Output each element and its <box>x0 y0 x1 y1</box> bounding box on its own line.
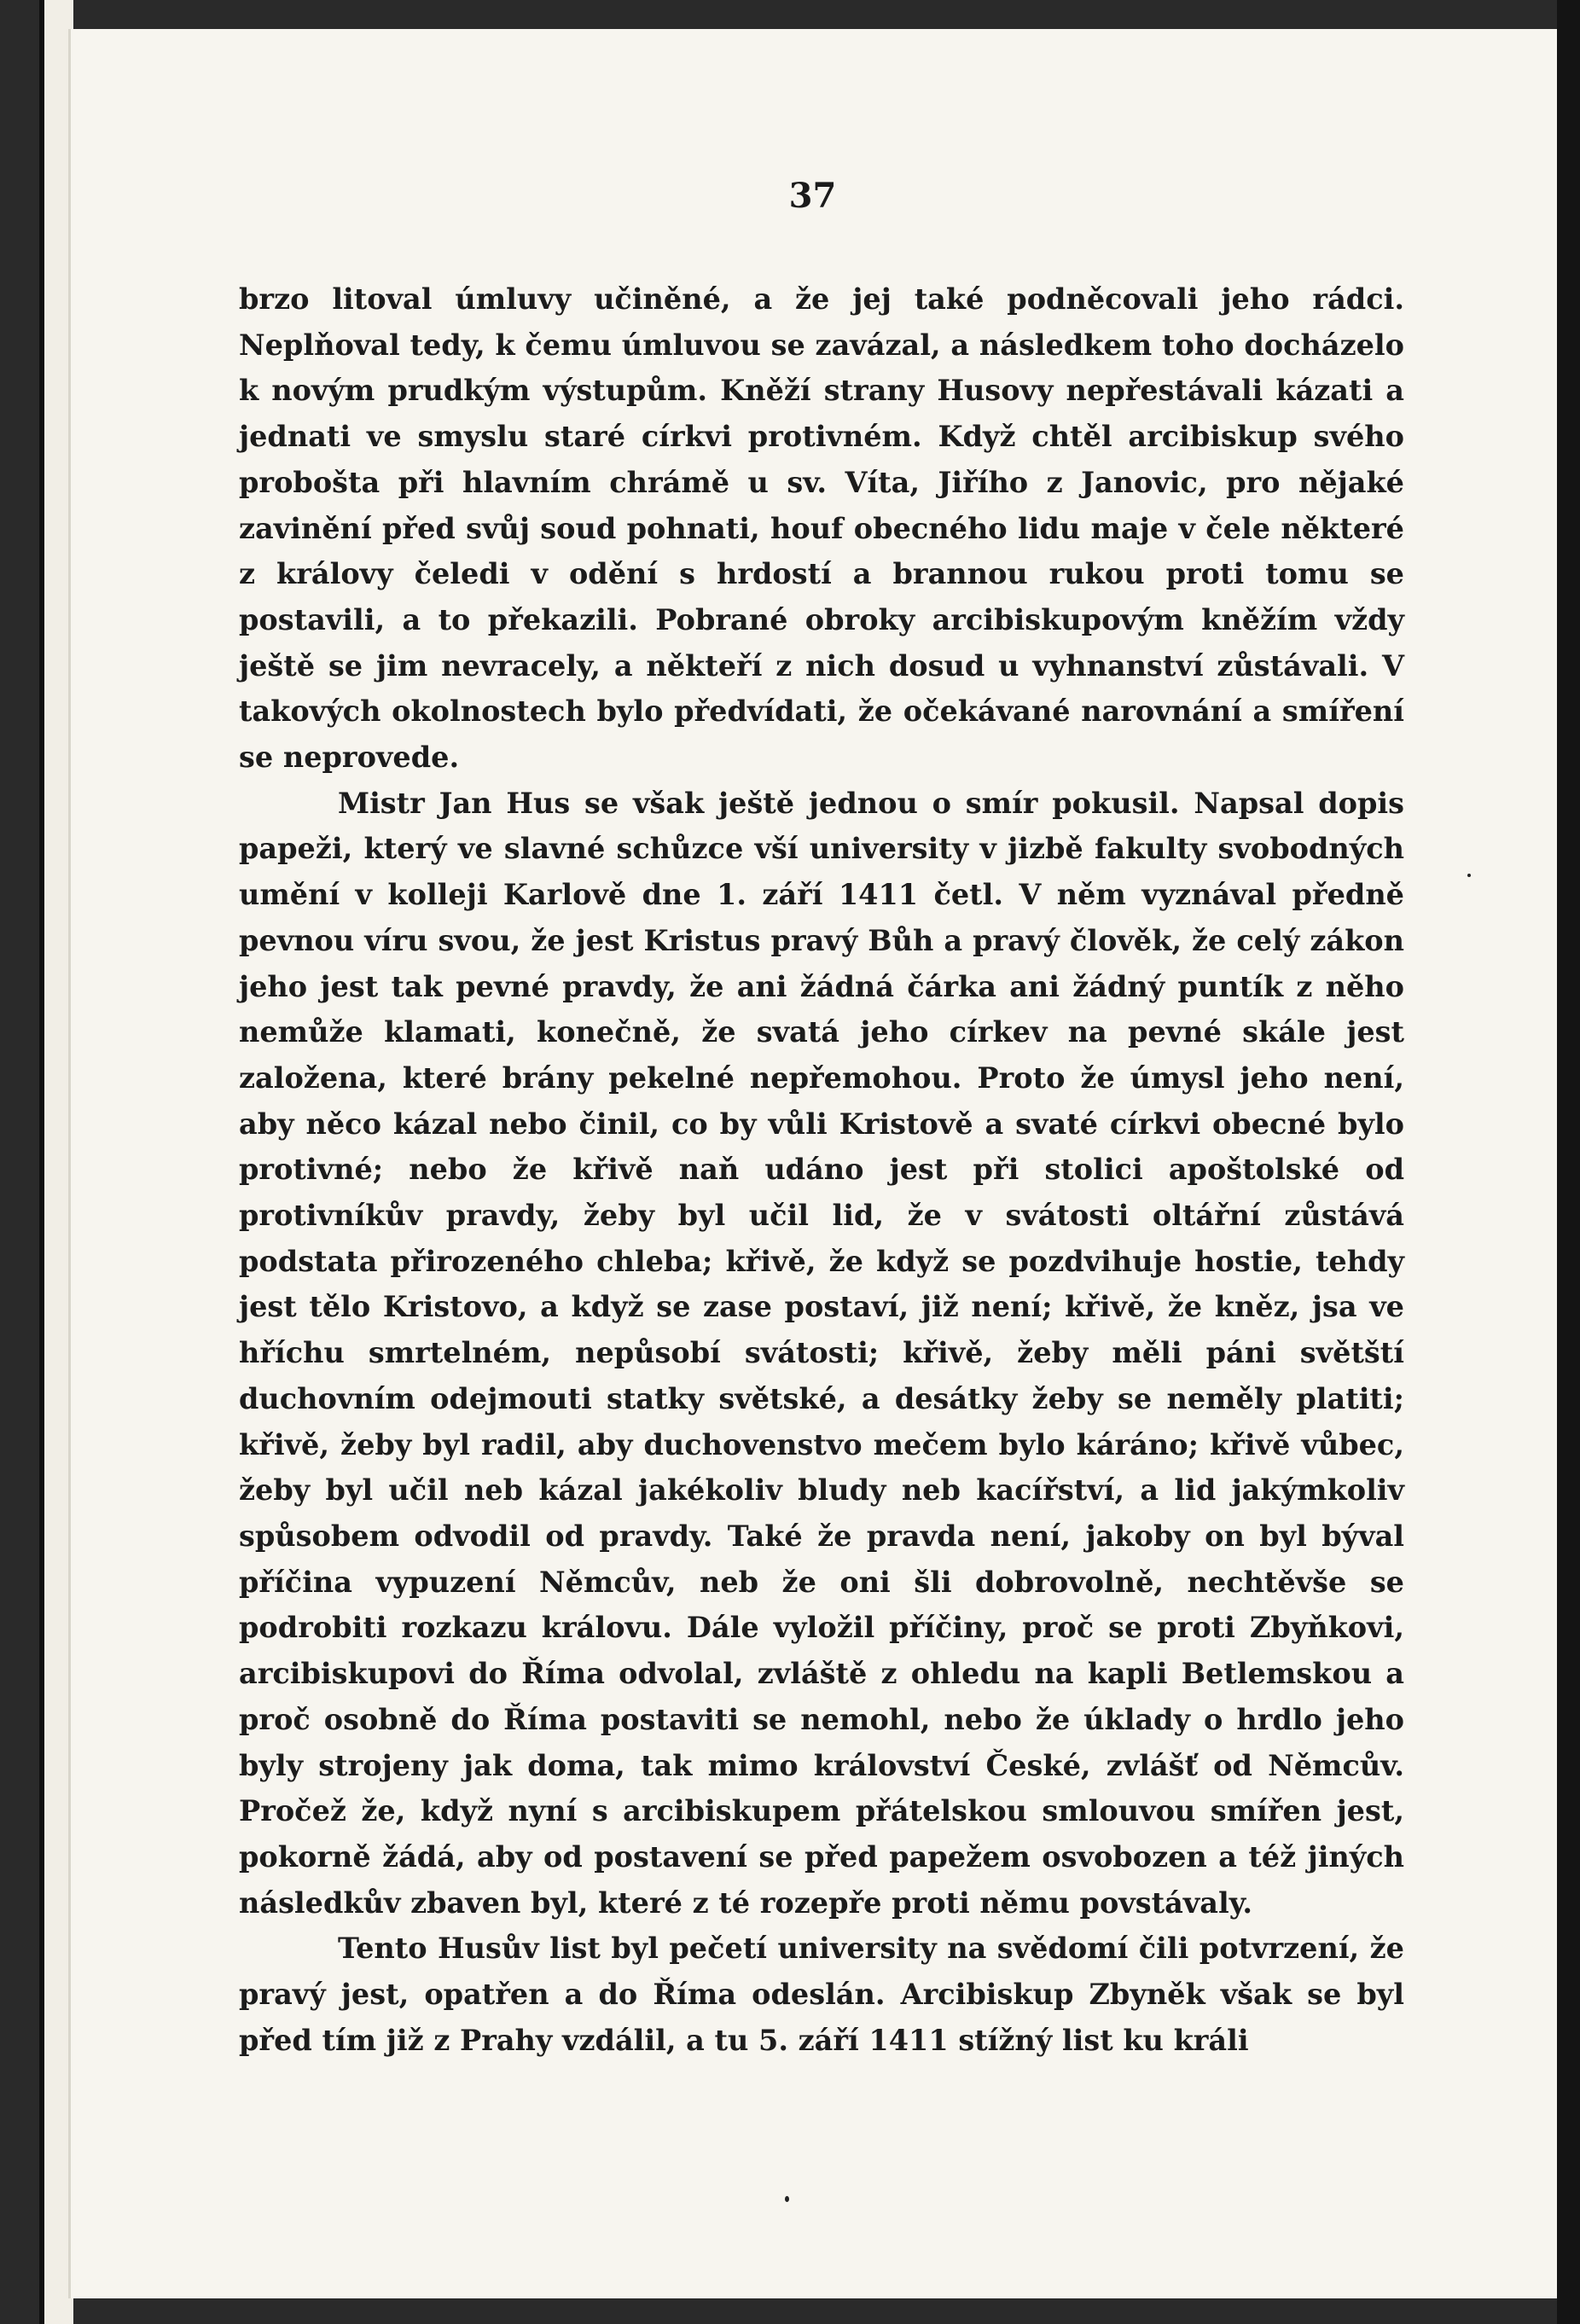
scan-speck <box>1467 874 1471 877</box>
scan-speck <box>785 2196 789 2202</box>
paragraph-1: brzo litoval úmluvy učiněné, a že jej také podněcovali jeho rádci. Neplňoval tedy, k čemu úmluvou se zavázal, a následkem toho docházelo k novým prudkým výstupům. Kněží strany Husovy nepřestávali kázati a jednati ve smyslu staré církvi protivném. Když chtěl arcibiskup svého probošta při hlavním chrámě u sv. Víta, Jiřího z Janovic, pro nějaké zavinění před svůj soud pohnati, houf obecného lidu maje v čele některé z královy čeledi v odění s hrdostí a brannou rukou proti tomu se postavili, a to překazili. Pobrané obroky arcibiskupovým kněžím vždy ještě se jim nevracely, a někteří z nich dosud u vyhnanství zůstávali. V takových okolnostech bylo předvídati, že očekávané narovnání a smíření se neprovede. <box>239 282 1404 775</box>
paragraph-3: Tento Husův list byl pečetí university na svědomí čili potvrzení, že pravý jest, opatřen a do Říma odeslán. Arcibiskup Zbyněk však se byl před tím již z Prahy vzdálil, a tu 5. září 1411 stížný list ku králi <box>239 1932 1404 2057</box>
body-text <box>239 276 1404 2063</box>
book-page <box>68 29 1557 2298</box>
page-number: 37 <box>788 176 837 216</box>
scan-right-edge <box>1557 0 1580 2324</box>
paragraph-2: Mistr Jan Hus se však ještě jednou o smír pokusil. Napsal dopis papeži, který ve slavné schůzce vší university v jizbě fakulty svobodných umění v kolleji Karlově dne 1. září 1411 četl. V něm vyznával předně pevnou víru svou, že jest Kristus pravý Bůh a pravý člověk, že celý zákon jeho jest tak pevné pravdy, že ani žádná čárka ani žádný puntík z něho nemůže klamati, konečně, že svatá jeho církev na pevné skále jest založena, které brány pekelné nepřemohou. Proto že úmysl jeho není, aby něco kázal nebo činil, co by vůli Kristově a svaté církvi obecné bylo protivné; nebo že křivě naň udáno jest při stolici apoštolské od protivníkův pravdy, žeby byl učil lid, že v svátosti oltářní zůstává podstata přirozeného chleba; křivě, že když se pozdvihuje hostie, tehdy jest tělo Kristovo, a když se zase postaví, již není; křivě, že kněz, jsa ve hříchu smrtelném, nepůsobí svátosti; křivě, žeby měli páni světští duchovním odejmouti statky světské, a desátky žeby se neměly platiti; křivě, žeby byl radil, aby duchovenstvo mečem bylo káráno; křivě vůbec, žeby byl učil neb kázal jakékoliv bludy neb kacířství, a lid jakýmkoliv spůsobem odvodil od pravdy. Také že pravda není, jakoby on byl býval příčina vypuzení Němcův, neb že oni šli dobrovolně, nechtěvše se podrobiti rozkazu královu. Dále vyložil příčiny, proč se proti Zbyňkovi, arcibiskupovi do Říma odvolal, zvláště z ohledu na kapli Betlemskou a proč osobně do Říma postaviti se nemohl, nebo že úklady o hrdlo jeho byly strojeny jak doma, tak mimo království České, zvlášť od Němcův. Pročež že, když nyní s arcibiskupem přátelskou smlouvou smířen jest, pokorně žádá, aby od postavení se před papežem osvobozen a též jiných následkův zbaven byl, které z té rozepře proti němu povstávaly. <box>239 786 1404 1920</box>
